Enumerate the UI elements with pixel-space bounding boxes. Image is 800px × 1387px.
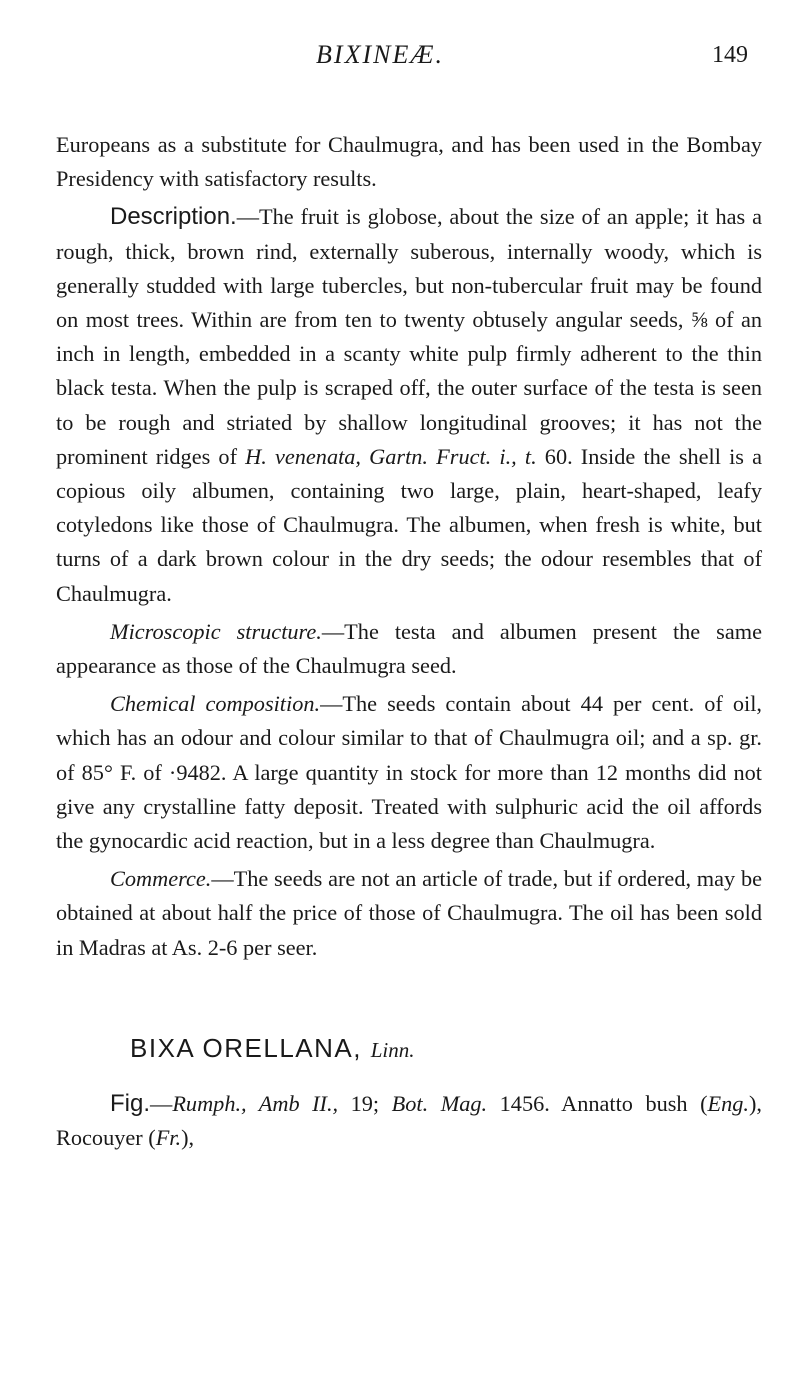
paragraph-microscopic: [56, 615, 762, 683]
description-heading: Description.: [110, 203, 237, 231]
body-text: [56, 128, 762, 1155]
fig-text-2: ), Rocouyer (: [56, 1091, 762, 1151]
fig-reference-rumph: Rumph., Amb II.,: [172, 1091, 339, 1117]
paragraph-chemical: [56, 687, 762, 858]
chemical-text: —The seeds contain about 44 per cent. of oil, which has an odour and colour similar to that of Chaulmugra oil; and a sp. gr. of 85° F. of ·9482. A large quantity in stock for more than 12 months did not give any crystalline fatty deposit. Treated with sulphuric acid the oil affords the gynocardic acid reaction, but in a less degree than Chaulmugra.: [56, 691, 762, 854]
paragraph-continuation: Europeans as a substitute for Chaulmugra, and has been used in the Bombay Presidency with satisfactory results.: [56, 132, 762, 192]
species-heading: [56, 1031, 762, 1067]
fig-label: Fig.: [110, 1090, 151, 1118]
running-head: [0, 40, 800, 76]
species-authority: Linn.: [370, 1037, 415, 1062]
microscopic-heading: Microscopic structure.: [110, 618, 322, 644]
running-title: BIXINEÆ.: [316, 40, 444, 69]
fig-reference-botmag: Bot. Mag.: [391, 1091, 488, 1117]
fig-dash: —: [150, 1091, 173, 1117]
fig-number-1: 19;: [338, 1091, 392, 1117]
fig-text-3: ),: [181, 1125, 195, 1151]
description-text-continued: 60. Inside the shell is a copious oily albumen, containing two large, plain, heart-shaped, leafy cotyledons like those of Chaulmugra. The albumen, when fresh is white, but turns of a dark brown colour in the dry seeds; the odour resembles that of Chaulmugra.: [56, 443, 762, 606]
fig-text-1: 1456. Annatto bush (: [487, 1091, 708, 1117]
species-title: BIXA ORELLANA,: [130, 1032, 362, 1063]
description-text: —The fruit is globose, about the size of an apple; it has a rough, thick, brown rind, externally suberous, internally woody, which is generally studded with large tubercles, but non-tubercular fruit may be found on most trees. Within are from ten to twenty obtusely angular seeds, ⅝ of an inch in length, embedded in a scanty white pulp firmly adherent to the thin black testa. When the pulp is scraped off, the outer surface of the testa is seen to be rough and striated by shallow longitudinal grooves; it has not the prominent ridges of: [56, 204, 762, 469]
paragraph-commerce: [56, 862, 762, 965]
fig-english: Eng.: [707, 1091, 749, 1117]
commerce-heading: Commerce.: [110, 866, 212, 892]
paragraph-fig: [56, 1087, 762, 1155]
paragraph-description: [56, 200, 762, 610]
description-reference: H. venenata, Gartn. Fruct. i., t.: [245, 443, 537, 469]
page-number: 149: [712, 42, 748, 68]
microscopic-text: —The testa and albumen present the same appearance as those of the Chaulmugra seed.: [56, 618, 762, 679]
commerce-text: —The seeds are not an article of trade, but if ordered, may be obtained at about half the price of those of Chaulmugra. The oil has been sold in Madras at As. 2-6 per seer.: [56, 866, 762, 960]
chemical-heading: Chemical composition.: [110, 691, 321, 717]
fig-french: Fr.: [155, 1125, 182, 1151]
